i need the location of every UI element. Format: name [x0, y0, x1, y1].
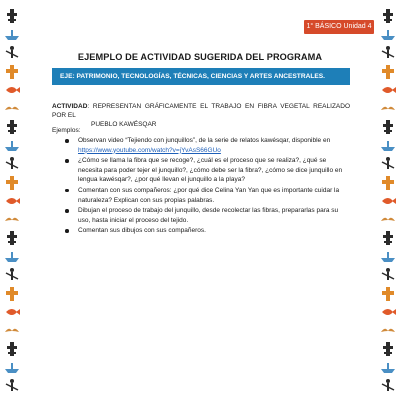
bullet-icon: [65, 139, 69, 143]
list-item-text: Observan video “Tejiendo con junquillos”, de la serie de relatos kawésqar, disponible en: [78, 137, 331, 144]
activity-label: ACTIVIDAD: [52, 103, 88, 110]
paddle-figure-icon: [380, 45, 396, 61]
totem-figure-icon: [4, 341, 20, 357]
video-link[interactable]: https://www.youtube.com/watch?v=jYvAsS66GUo: [78, 146, 221, 154]
list-item: [52, 226, 350, 236]
paddle-figure-icon: [380, 378, 396, 394]
list-item-text: ¿Cómo se llama la fibra que se recoge?, ¿cuál es el proceso que se realiza?, ¿qué se necesita para poder tejer el junquillo?, ¿cómo debe ser la fibra?, ¿cómo se dice junquillo en lengua kawésqar?, ¿por qué llevan el junquillo a la playa?: [78, 157, 343, 184]
totem-figure-icon: [4, 230, 20, 246]
boat-icon: [4, 249, 20, 265]
list-item-text: Comentan con sus compañeros: ¿por qué dice Celina Yan Yan que es importante cuidar la naturaleza? Explican con sus propias palabras.: [78, 186, 340, 204]
paddle-figure-icon: [380, 267, 396, 283]
unit-tag: 1° BÁSICO Unidad 4: [304, 20, 374, 34]
right-decorative-border: [380, 8, 396, 400]
paddle-figure-icon: [380, 156, 396, 172]
list-item: [52, 136, 350, 155]
cross-figure-icon: [4, 175, 20, 191]
bullet-icon: [65, 189, 69, 193]
paddle-figure-icon: [4, 267, 20, 283]
list-item-text: Dibujan el proceso de trabajo del junquillo, desde recolectar las fibras, prepararlas para su uso, hasta iniciar el proceso del tejido.: [78, 207, 339, 224]
bullet-icon: [65, 209, 69, 213]
examples-label: Ejemplos:: [52, 127, 81, 134]
activity-line-2: PUEBLO KAWÉSQAR: [91, 121, 157, 128]
list-item: [52, 156, 350, 185]
bird-icon: [380, 212, 396, 228]
bullet-icon: [65, 229, 69, 233]
bird-icon: [4, 323, 20, 339]
totem-figure-icon: [380, 341, 396, 357]
fish-icon: [380, 193, 396, 209]
boat-icon: [380, 249, 396, 265]
fish-icon: [4, 193, 20, 209]
list-item: [52, 206, 350, 225]
cross-figure-icon: [380, 64, 396, 80]
fish-icon: [380, 82, 396, 98]
boat-icon: [4, 138, 20, 154]
paddle-figure-icon: [4, 156, 20, 172]
examples-list: [52, 136, 350, 237]
fish-icon: [380, 304, 396, 320]
bird-icon: [380, 323, 396, 339]
boat-icon: [4, 27, 20, 43]
totem-figure-icon: [4, 8, 20, 24]
totem-figure-icon: [380, 119, 396, 135]
activity-title: : REPRESENTAN GRÁFICAMENTE EL TRABAJO EN FIBRA VEGETAL REALIZADO POR EL: [52, 103, 350, 119]
activity-line-1: [52, 102, 350, 120]
paddle-figure-icon: [4, 378, 20, 394]
list-item-text: Comentan sus dibujos con sus compañeros.: [78, 227, 206, 235]
boat-icon: [380, 138, 396, 154]
bird-icon: [380, 101, 396, 117]
boat-icon: [380, 360, 396, 376]
paddle-figure-icon: [4, 45, 20, 61]
boat-icon: [380, 27, 396, 43]
totem-figure-icon: [380, 230, 396, 246]
activity-block: [52, 102, 350, 129]
axis-banner: EJE: PATRIMONIO, TECNOLOGÍAS, TÉCNICAS, CIENCIAS Y ARTES ANCESTRALES.: [52, 68, 350, 85]
page-title: EJEMPLO DE ACTIVIDAD SUGERIDA DEL PROGRAMA: [77, 52, 323, 62]
cross-figure-icon: [4, 64, 20, 80]
boat-icon: [4, 360, 20, 376]
bird-icon: [4, 212, 20, 228]
cross-figure-icon: [380, 286, 396, 302]
left-decorative-border: [4, 8, 20, 400]
bullet-icon: [65, 159, 69, 163]
fish-icon: [4, 82, 20, 98]
totem-figure-icon: [380, 8, 396, 24]
list-item: [52, 186, 350, 205]
cross-figure-icon: [4, 286, 20, 302]
totem-figure-icon: [4, 119, 20, 135]
cross-figure-icon: [380, 175, 396, 191]
bird-icon: [4, 101, 20, 117]
fish-icon: [4, 304, 20, 320]
